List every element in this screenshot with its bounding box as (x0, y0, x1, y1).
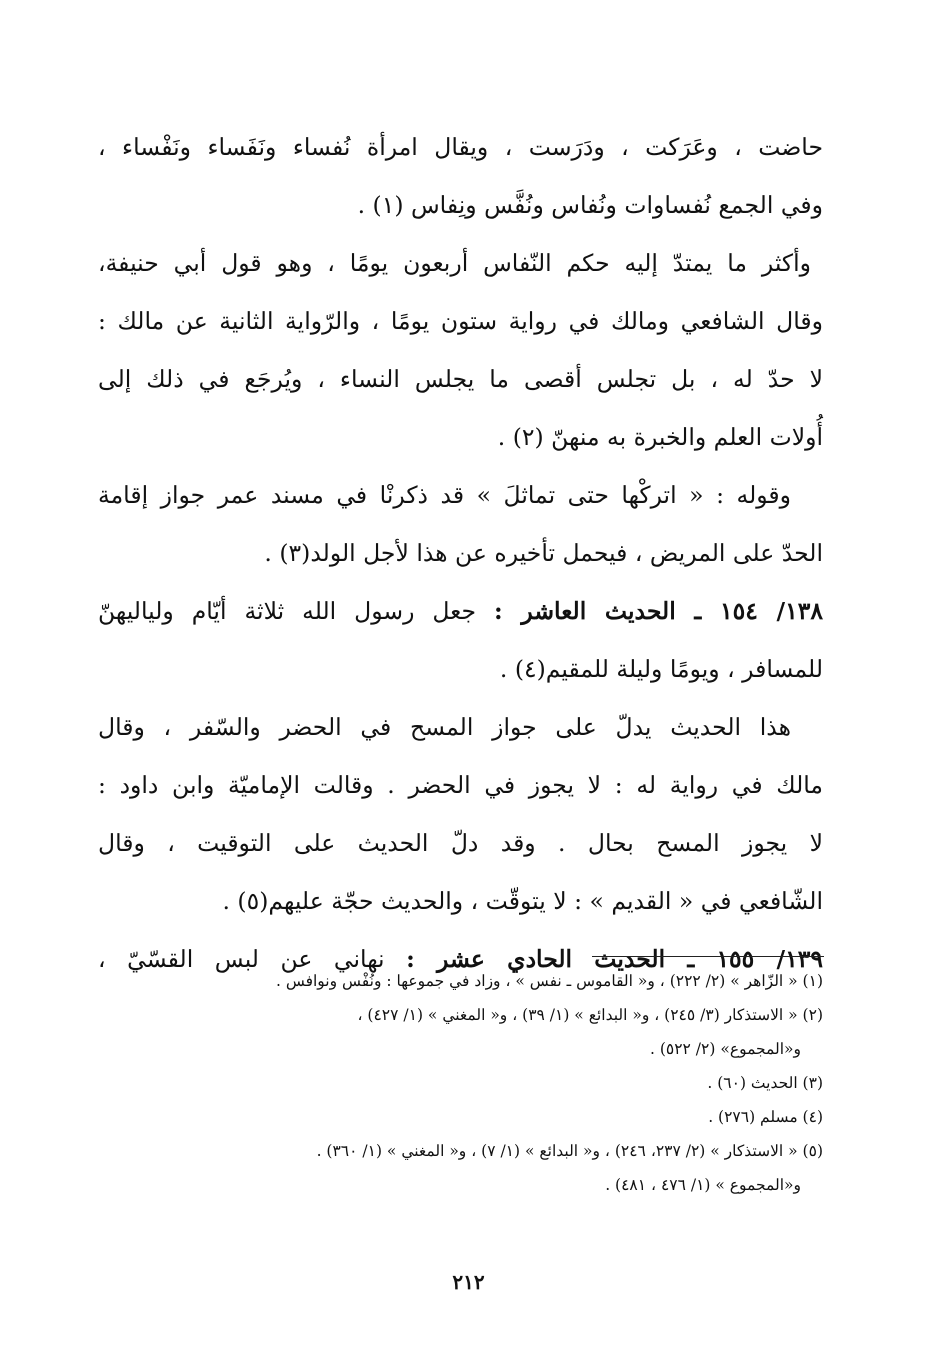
footnote-5-cont: و«المجموع » (١/ ٤٧٦ ، ٤٨١) . (605, 1176, 801, 1194)
text-line: لا حدّ له ، بل تجلس أقصى ما يجلس النساء ، ويُرجَع في ذلك إلى (98, 365, 823, 393)
hadith-text: نهاني عن لبس القسّيّ ، (98, 945, 407, 973)
text-line: وقوله : « اتركْها حتى تماثلَ » قد ذكرنْا في مسند عمر جواز إقامة (98, 481, 791, 509)
hadith-heading: ١٣٨/ ١٥٤ ـ الحديث العاشر : (494, 597, 823, 625)
text-line: للمسافر ، ويومًا وليلة للمقيم(٤) . (499, 655, 823, 683)
footnotes (98, 964, 823, 1202)
hadith-10 (98, 582, 823, 698)
text-line: أُولات العلم والخبرة به منهنّ (٢) . (497, 423, 823, 451)
paragraph-5 (98, 698, 823, 930)
footnote-2-cont: و«المجموع» (٢/ ٥٢٢) . (649, 1040, 801, 1058)
hadith-heading: ١٣٩/ ١٥٥ ـ الحديث الحادي عشر : (406, 945, 823, 973)
text-line: هذا الحديث يدلّ على جواز المسح في الحضر والسّفر ، وقال (98, 713, 791, 741)
main-text (98, 118, 823, 988)
text-line: وقال الشافعي ومالك في رواية ستون يومًا ، والرّواية الثانية عن مالك : (98, 307, 823, 335)
text-line: الشّافعي في « القديم » : لا يتوقّت ، والحديث حجّة عليهم(٥) . (222, 887, 823, 915)
paragraph-3 (98, 466, 823, 582)
text-line: وأكثر ما يمتدّ إليه حكم النّفاس أربعون يومًا ، وهو قول أبي حنيفة، (98, 249, 811, 277)
footnote-3: (٣) الحديث (٦٠) . (707, 1074, 823, 1092)
footnote-5: (٥) « الاستذكار » (٢/ ٢٣٧، ٢٤٦) ، و« البدائع » (١/ ٧) ، و« المغني » (١/ ٣٦٠) . (316, 1142, 823, 1160)
page-number: ٢١٢ (452, 1270, 485, 1294)
text-line: الحدّ على المريض ، فيحمل تأخيره عن هذا لأجل الولد(٣) . (264, 539, 823, 567)
footnote-2: (٢) « الاستذكار (٣/ ٢٤٥) ، و« البدائع » (١/ ٣٩) ، و« المغني » (١/ ٤٢٧) ، (357, 1006, 823, 1024)
text-line: وفي الجمع نُفساوات ونُفاس ونُفَّس ونِفاس (١) . (357, 191, 823, 219)
text-line (98, 582, 823, 640)
paragraph-1 (98, 118, 823, 234)
text-line: لا يجوز المسح بحال . وقد دلّ الحديث على التوقيت ، وقال (98, 829, 823, 857)
footnote-separator (592, 956, 824, 957)
text-line: حاضت ، وعَرَكت ، ودَرَست ، ويقال امرأة نُفساء ونَفَساء ونَفْساء ، (98, 133, 823, 161)
hadith-text: جعل رسول الله ثلاثة أيّام ولياليهنّ (98, 597, 495, 625)
text-line: مالك في رواية له : لا يجوز في الحضر . وقالت الإماميّة وابن داود : (98, 771, 823, 799)
footnote-4: (٤) مسلم (٢٧٦) . (708, 1108, 823, 1126)
paragraph-2 (98, 234, 823, 466)
footnote-1: (١) « الزّاهر » (٢/ ٢٢٢) ، و« القاموس ـ نفس » ، وزاد في جموعها : ونُفْس ونوافس . (275, 972, 823, 990)
